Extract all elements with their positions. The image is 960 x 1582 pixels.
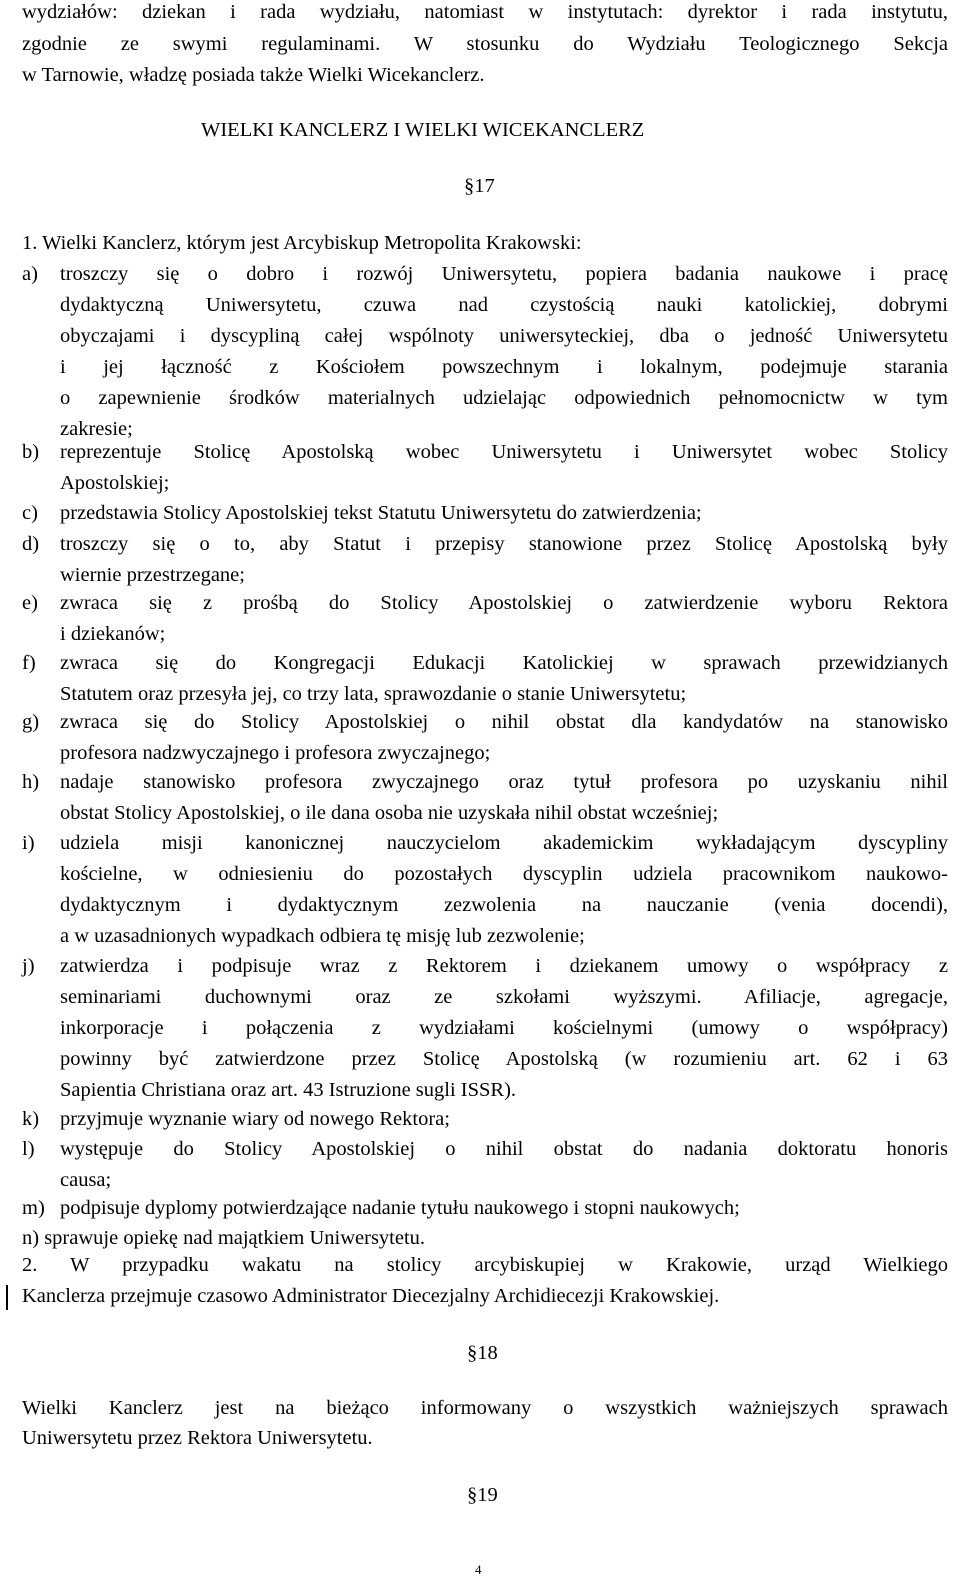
paragraph-number-19: §19: [467, 1484, 498, 1506]
list-item-line: nadaje stanowisko profesora zwyczajnego oraz tytuł profesora po uzyskaniu nihil: [60, 771, 948, 793]
list-label: b): [22, 441, 40, 463]
list-label: h): [22, 771, 40, 793]
intro-line: w Tarnowie, władzę posiada także Wielki Wicekanclerz.: [22, 64, 485, 86]
list-item-line: zwraca się do Stolicy Apostolskiej o nihil obstat dla kandydatów na stanowisko: [60, 711, 948, 733]
list-item-line: zakresie;: [60, 418, 133, 440]
list-label: d): [22, 533, 40, 555]
list-item-line: dydaktycznym i dydaktycznym zezwolenia na nauczanie (venia docendi),: [60, 894, 948, 916]
list-item-line: udziela misji kanonicznej nauczycielom akademickim wykładającym dyscypliny: [60, 832, 948, 854]
list-item-line: zwraca się do Kongregacji Edukacji Katolickiej w sprawach przewidzianych: [60, 652, 948, 674]
list-item-line: zwraca się z prośbą do Stolicy Apostolskiej o zatwierdzenie wyboru Rektora: [60, 592, 948, 614]
list-item-line: profesora nadzwyczajnego i profesora zwyczajnego;: [60, 742, 491, 764]
list-label: g): [22, 711, 40, 733]
list-item-n: n) sprawuje opiekę nad majątkiem Uniwersytetu.: [22, 1227, 426, 1249]
list-item-line: o zapewnienie środków materialnych udzielając odpowiednich pełnomocnictw w tym: [60, 387, 948, 409]
margin-change-bar: [6, 1285, 8, 1310]
list-label: e): [22, 592, 38, 614]
list-item-line: dydaktyczną Uniwersytetu, czuwa nad czystością nauki katolickiej, dobrymi: [60, 294, 948, 316]
list-item-line: przyjmuje wyznanie wiary od nowego Rektora;: [60, 1108, 450, 1130]
list-item-line: występuje do Stolicy Apostolskiej o nihil obstat do nadania doktoratu honoris: [60, 1138, 948, 1160]
list-item-line: Sapientia Christiana oraz art. 43 Istruzione sugli ISSR).: [60, 1079, 517, 1101]
section-heading: WIELKI KANCLERZ I WIELKI WICEKANCLERZ: [201, 119, 645, 141]
list-item-line: Apostolskiej;: [60, 472, 170, 494]
list-item-line: obstat Stolicy Apostolskiej, o ile dana osoba nie uzyskała nihil obstat wcześniej;: [60, 802, 719, 824]
list-item-line: causa;: [60, 1169, 112, 1191]
list-item-line: i dziekanów;: [60, 623, 166, 645]
list-item-line: wiernie przestrzegane;: [60, 564, 245, 586]
list-label: f): [22, 652, 36, 674]
paragraph-18-line: Uniwersytetu przez Rektora Uniwersytetu.: [22, 1427, 373, 1449]
list-item-line: powinny być zatwierdzone przez Stolicę Apostolską (w rozumieniu art. 62 i 63: [60, 1048, 948, 1070]
list-item-line: seminariami duchownymi oraz ze szkołami wyższymi. Afiliacje, agregacje,: [60, 986, 948, 1008]
paragraph-number-17: §17: [464, 175, 495, 197]
list-item-line: Statutem oraz przesyła jej, co trzy lata, sprawozdanie o stanie Uniwersytetu;: [60, 683, 687, 705]
list-item-line: troszczy się o to, aby Statut i przepisy stanowione przez Stolicę Apostolską były: [60, 533, 948, 555]
page-number: 4: [475, 1562, 482, 1577]
list-label: a): [22, 263, 38, 285]
intro-line: zgodnie ze swymi regulaminami. W stosunku do Wydziału Teologicznego Sekcja: [22, 33, 948, 55]
list-item-line: zatwierdza i podpisuje wraz z Rektorem i dziekanem umowy o współpracy z: [60, 955, 948, 977]
point-1-intro: 1. Wielki Kanclerz, którym jest Arcybiskup Metropolita Krakowski:: [22, 232, 582, 254]
list-item-line: a w uzasadnionych wypadkach odbiera tę misję lub zezwolenie;: [60, 925, 585, 947]
intro-line: wydziałów: dziekan i rada wydziału, natomiast w instytutach: dyrektor i rada instytutu,: [22, 1, 948, 23]
list-item-line: reprezentuje Stolicę Apostolską wobec Uniwersytetu i Uniwersytet wobec Stolicy: [60, 441, 948, 463]
list-label: m): [22, 1197, 45, 1219]
paragraph-18-line: Wielki Kanclerz jest na bieżąco informowany o wszystkich ważniejszych sprawach: [22, 1397, 948, 1419]
list-label: j): [22, 955, 35, 977]
list-label: k): [22, 1108, 40, 1130]
list-item-line: troszczy się o dobro i rozwój Uniwersytetu, popiera badania naukowe i pracę: [60, 263, 948, 285]
list-label: l): [22, 1138, 35, 1160]
list-item-line: obyczajami i dyscypliną całej wspólnoty uniwersyteckiej, dba o jedność Uniwersytetu: [60, 325, 948, 347]
list-label: c): [22, 502, 38, 524]
paragraph-number-18: §18: [467, 1342, 498, 1364]
point-2-line: 2. W przypadku wakatu na stolicy arcybiskupiej w Krakowie, urząd Wielkiego: [22, 1254, 948, 1276]
list-item-line: przedstawia Stolicy Apostolskiej tekst Statutu Uniwersytetu do zatwierdzenia;: [60, 502, 702, 524]
list-item-line: kościelne, w odniesieniu do pozostałych dyscyplin udziela pracownikom naukowo-: [60, 863, 948, 885]
list-item-line: i jej łączność z Kościołem powszechnym i lokalnym, podejmuje starania: [60, 356, 948, 378]
point-2-line: Kanclerza przejmuje czasowo Administrator Diecezjalny Archidiecezji Krakowskiej.: [22, 1285, 720, 1307]
list-label: i): [22, 832, 35, 854]
list-item-line: inkorporacje i połączenia z wydziałami kościelnymi (umowy o współpracy): [60, 1017, 948, 1039]
list-item-line: podpisuje dyplomy potwierdzające nadanie tytułu naukowego i stopni naukowych;: [60, 1197, 740, 1219]
